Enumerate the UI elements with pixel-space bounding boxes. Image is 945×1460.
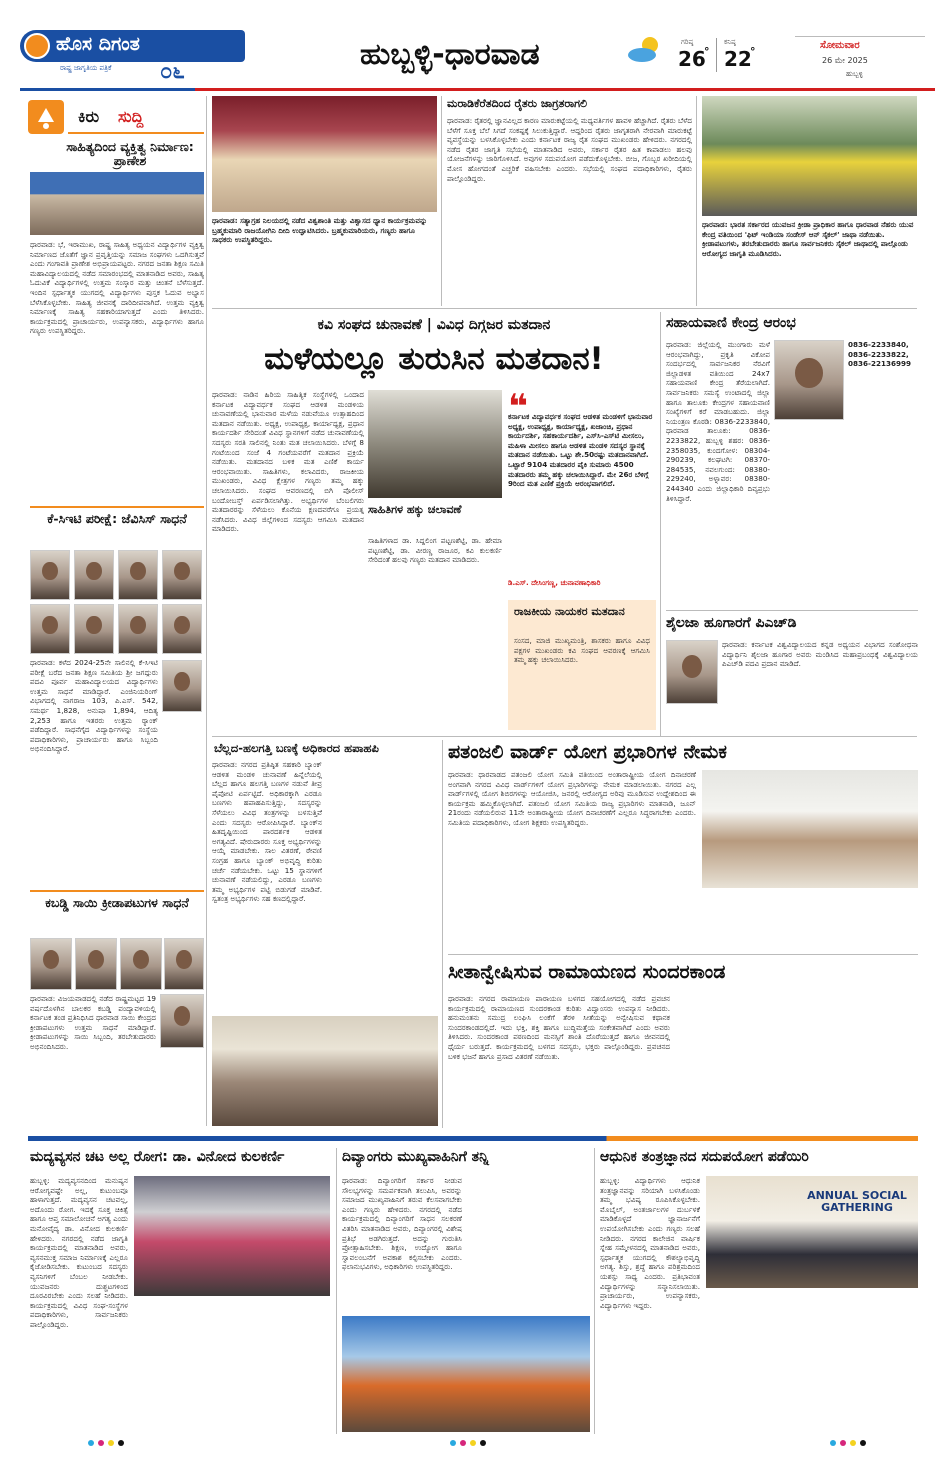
election-body: ಧಾರವಾಡ: ನಾಡಿನ ಹಿರಿಯ ಸಾಹಿತ್ಯಿಕ ಸಂಸ್ಥೆಗಳಲ್ಲಿ ಒಂದಾದ ಕರ್ನಾಟಕ ವಿದ್ಯಾವರ್ಧಕ ಸಂಘದ ಆಡಳಿತ ಮಂಡಳಿಯ ಚುನಾವಣೆಯಲ್ಲಿ ಭಾನುವಾರ ಮಳೆಯ ನಡುವೆಯೂ ಉತ್ಸಾಹದಿಂದ ಮತದಾನ ನಡೆಯಿತು. ಅಧ್ಯಕ್ಷ, ಉಪಾಧ್ಯಕ್ಷ, ಕಾರ್ಯಾಧ್ಯಕ್ಷ, ಪ್ರಧಾನ ಕಾರ್ಯದರ್ಶಿ ಸೇರಿದಂತೆ ವಿವಿಧ ಸ್ಥಾನಗಳಿಗೆ ನಡೆದ ಚುನಾವಣೆಯಲ್ಲಿ ಸದಸ್ಯರು ಸರತಿ ಸಾಲಿನಲ್ಲಿ ನಿಂತು ಮತ ಚಲಾಯಿಸಿದರು. ಬೆಳಗ್ಗೆ 8 ಗಂಟೆಯಿಂದ ಸಂಜೆ 4 ಗಂಟೆಯವರೆಗೆ ಮತದಾನ ಪ್ರಕ್ರಿಯೆ ನಡೆಯಿತು. ಮತದಾನದ ಬಳಿಕ ಮತ ಎಣಿಕೆ ಕಾರ್ಯ ಆರಂಭವಾಯಿತು. ಸಾಹಿತಿಗಳು, ಕಲಾವಿದರು, ರಾಜಕೀಯ ಮುಖಂಡರು, ವಿವಿಧ ಕ್ಷೇತ್ರಗಳ ಗಣ್ಯರು ತಮ್ಮ ಹಕ್ಕು ಚಲಾಯಿಸಿದರು. ಸಂಘದ ಆವರಣದಲ್ಲಿ ಬಿಗಿ ಪೊಲೀಸ್ ಬಂದೋಬಸ್ತ್ ಏರ್ಪಡಿಸಲಾಗಿತ್ತು. ಅಭ್ಯರ್ಥಿಗಳ ಬೆಂಬಲಿಗರು ಮತದಾರರನ್ನು ಸೆಳೆಯಲು ಕೊನೆಯ ಕ್ಷಣದವರೆಗೂ ಪ್ರಯತ್ನ ನಡೆಸಿದರು. ವಿವಿಧ ಜಿಲ್ಲೆಗಳಿಂದ ಸದಸ್ಯರು ಆಗಮಿಸಿ ಮತದಾನ ಮಾಡಿದರು. <box>212 390 364 534</box>
kirusuddi-tag2: ಸುದ್ದಿ <box>118 107 144 126</box>
kirusuddi-photo <box>30 172 204 235</box>
divyang-body: ಧಾರವಾಡ: ದಿವ್ಯಾಂಗರಿಗೆ ಸರ್ಕಾರ ನೀಡುವ ಸೌಲಭ್ಯಗಳನ್ನು ಸಮರ್ಪಕವಾಗಿ ತಲುಪಿಸಿ, ಅವರನ್ನು ಸಮಾಜದ ಮುಖ್ಯವಾಹಿನಿಗೆ ತರುವ ಕೆಲಸವಾಗಬೇಕು ಎಂದು ಗಣ್ಯರು ಹೇಳಿದರು. ನಗರದಲ್ಲಿ ನಡೆದ ಕಾರ್ಯಕ್ರಮದಲ್ಲಿ ದಿವ್ಯಾಂಗರಿಗೆ ಸಾಧನ ಸಲಕರಣೆ ವಿತರಿಸಿ ಮಾತನಾಡಿದ ಅವರು, ದಿವ್ಯಾಂಗರಲ್ಲಿ ವಿಶೇಷ ಪ್ರತಿಭೆ ಅಡಗಿರುತ್ತದೆ. ಅದನ್ನು ಗುರುತಿಸಿ ಪ್ರೋತ್ಸಾಹಿಸಬೇಕು. ಶಿಕ್ಷಣ, ಉದ್ಯೋಗ ಹಾಗೂ ಸ್ವಾವಲಂಬನೆಗೆ ಅವಕಾಶ ಕಲ್ಪಿಸಬೇಕು ಎಂದರು. ಫಲಾನುಭವಿಗಳು, ಅಧಿಕಾರಿಗಳು ಉಪಸ್ಥಿತರಿದ್ದರು. <box>342 1176 462 1272</box>
masthead-rule <box>195 88 935 91</box>
alcohol-title: ಮದ್ಯವ್ಯಸನ ಚಟ ಅಲ್ಲ ರೋಗ: ಡಾ. ವಿನೋದ ಕುಲಕರ್ಣಿ <box>30 1149 285 1165</box>
date: 26 ಮೇ 2025 <box>822 56 868 65</box>
kabaddi-title: ಕಬಡ್ಡಿ ಸಾಯಿ ಕ್ರೀಡಾಪಟುಗಳ ಸಾಧನೆ <box>30 890 204 910</box>
kabaddi-body: ಧಾರವಾಡ: ವಿಜಯವಾಡದಲ್ಲಿ ನಡೆದ ರಾಷ್ಟ್ರಮಟ್ಟದ 19 ವರ್ಷದೊಳಗಿನ ಬಾಲಕರ ಕಬಡ್ಡಿ ಪಂದ್ಯಾವಳಿಯಲ್ಲಿ ಕರ್ನಾಟಕ ತಂಡ ಪ್ರತಿನಿಧಿಸಿದ ಧಾರವಾಡ ಸಾಯಿ ಕೇಂದ್ರದ ಕ್ರೀಡಾಪಟುಗಳು ಉತ್ತಮ ಸಾಧನೆ ಮಾಡಿದ್ದಾರೆ. ಕ್ರೀಡಾಪಟುಗಳನ್ನು ಸಾಯಿ ಸಿಬ್ಬಂದಿ, ತರಬೇತುದಾರರು ಅಭಿನಂದಿಸಿದರು. <box>30 994 156 1051</box>
row-rule-3 <box>448 954 918 955</box>
kset-photo-8 <box>162 604 202 654</box>
technology-body-cont-1 <box>706 1292 810 1432</box>
kirusuddi-rule <box>68 132 204 134</box>
bank-title: ಬೆಲ್ಲದ-ಹಲಗತ್ತಿ ಬಣಕ್ಕೆ ಅಧಿಕಾರದ ಹಪಾಹಪಿ <box>214 741 379 755</box>
election-box1-body: ಸಾಹಿತಿಗಳಾದ ಡಾ. ಸಿದ್ದಲಿಂಗ ಪಟ್ಟಣಶೆಟ್ಟಿ, ಡಾ. ಹೇಮಾ ಪಟ್ಟಣಶೆಟ್ಟಿ, ಡಾ. ವೀರಣ್ಣ ರಾಜೂರ, ಕವಿ ಕುಲಕರ್ಣಿ ಸೇರಿದಂತೆ ಹಲವು ಗಣ್ಯರು ಮತದಾನ ಮಾಡಿದರು. <box>368 536 502 565</box>
reg-dot-cyan <box>830 1440 836 1446</box>
helpdesk-body: ಧಾರವಾಡ: ಜಿಲ್ಲೆಯಲ್ಲಿ ಮುಂಗಾರು ಮಳೆ ಆರಂಭವಾಗಿದ್ದು, ಪ್ರಕೃತಿ ವಿಕೋಪ ಸಂದರ್ಭದಲ್ಲಿ ಸಾರ್ವಜನಿಕರ ನೆರವಿಗೆ ಜಿಲ್ಲಾಡಳಿತ ವತಿಯಿಂದ 24x7 ಸಹಾಯವಾಣಿ ಕೇಂದ್ರ ತೆರೆಯಲಾಗಿದೆ. ಸಾರ್ವಜನಿಕರು ಸಮಸ್ಯೆ ಉಂಟಾದಲ್ಲಿ ಜಿಲ್ಲಾ ಹಾಗೂ ತಾಲೂಕು ಕೇಂದ್ರಗಳ ಸಹಾಯವಾಣಿ ಸಂಖ್ಯೆಗಳಿಗೆ ಕರೆ ಮಾಡಬಹುದು. ಜಿಲ್ಲಾ ನಿಯಂತ್ರಣ ಕೊಠಡಿ: 0836-2233840, ಧಾರವಾಡ ತಾಲೂಕು: 0836-2233822, ಹುಬ್ಬಳ್ಳಿ ಶಹರ: 0836-2358035, ಕುಂದಗೋಳ: 08304-290239, ಕಲಘಟಗಿ: 08370-284535, ನವಲಗುಂದ: 08380-229240, ಅಳ್ನಾವರ: 08380-244340 ಎಂದು ಜಿಲ್ಲಾಧಿಕಾರಿ ದಿವ್ಯಪ್ರಭು ತಿಳಿಸಿದ್ದಾರೆ. <box>666 340 770 503</box>
quote-icon: ❝ <box>508 387 528 427</box>
cycle-caption: ಧಾರವಾಡ: ಭಾರತ ಸರ್ಕಾರದ ಯುವಜನ ಕ್ರೀಡಾ ಪ್ರಾಧಿಕಾರ ಹಾಗೂ ಧಾರವಾಡ ನೆಹರು ಯುವ ಕೇಂದ್ರ ವತಿಯಿಂದ 'ಫಿಟ್ ಇಂಡಿಯಾ ಸಂಡೇಸ್ ಆನ್ ಸೈಕಲ್' ಜಾಥಾ ನಡೆಯಿತು. ಕ್ರೀಡಾಪಟುಗಳು, ತರಬೇತುದಾರರು ಹಾಗೂ ಸಾರ್ವಜನಿಕರು ಸೈಕಲ್ ಜಾಥಾದಲ್ಲಿ ಪಾಲ್ಗೊಂಡು ಆರೋಗ್ಯದ ಜಾಗೃತಿ ಮೂಡಿಸಿದರು. <box>702 220 914 258</box>
election-box2-body: ಸಂಸದ, ಮಾಜಿ ಮುಖ್ಯಮಂತ್ರಿ, ಶಾಸಕರು ಹಾಗೂ ವಿವಿಧ ಪಕ್ಷಗಳ ಮುಖಂಡರು ಕವಿ ಸಂಘದ ಆವರಣಕ್ಕೆ ಆಗಮಿಸಿ ತಮ್ಮ ಹಕ್ಕು ಚಲಾಯಿಸಿದರು. <box>514 636 650 665</box>
kabaddi-photo-3 <box>120 938 162 990</box>
row-rule-helpdesk <box>666 610 918 611</box>
yoga-body: ಧಾರವಾಡ: ಧಾರವಾಡದ ಪತಂಜಲಿ ಯೋಗ ಸಮಿತಿ ವತಿಯಿಂದ ಅಂತಾರಾಷ್ಟ್ರೀಯ ಯೋಗ ದಿನಾಚರಣೆ ಅಂಗವಾಗಿ ನಗರದ ವಿವಿಧ ವಾರ್ಡ್‌ಗಳಿಗೆ ಯೋಗ ಪ್ರಭಾರಿಗಳನ್ನು ನೇಮಕ ಮಾಡಲಾಯಿತು. ನಗರದ ಎಲ್ಲ ವಾರ್ಡ್‌ಗಳಲ್ಲಿ ಯೋಗ ಶಿಬಿರಗಳನ್ನು ಆಯೋಜಿಸಿ, ಜನರಲ್ಲಿ ಆರೋಗ್ಯದ ಅರಿವು ಮೂಡಿಸುವ ಉದ್ದೇಶದಿಂದ ಈ ಕಾರ್ಯಕ್ರಮ ಹಮ್ಮಿಕೊಳ್ಳಲಾಗಿದೆ. ಪತಂಜಲಿ ಯೋಗ ಸಮಿತಿಯ ರಾಜ್ಯ ಪ್ರಭಾರಿಗಳು ಮಾತನಾಡಿ, ಜೂನ್ 21ರಂದು ನಡೆಯಲಿರುವ 11ನೇ ಅಂತಾರಾಷ್ಟ್ರೀಯ ಯೋಗ ದಿನಾಚರಣೆಗೆ ಎಲ್ಲರೂ ಸಿದ್ಧರಾಗಬೇಕು ಎಂದರು. ಸಮಿತಿಯ ಪದಾಧಿಕಾರಿಗಳು, ಯೋಗ ಶಿಕ್ಷಕರು ಉಪಸ್ಥಿತರಿದ್ದರು. <box>448 770 696 827</box>
election-photo <box>368 390 502 498</box>
reg-dot-black <box>480 1440 486 1446</box>
reg-dot-black <box>860 1440 866 1446</box>
page-number: ೦೬ <box>160 59 185 84</box>
kset-photo-7 <box>118 604 158 654</box>
reg-dot-yellow <box>470 1440 476 1446</box>
kset-photo-6 <box>74 604 114 654</box>
farmers-body: ಧಾರವಾಡ: ರೈತರಲ್ಲಿ ಜ್ಞಾನವಿಲ್ಲದ ಕಾರಣ ಮಾರುಕಟ್ಟೆಯಲ್ಲಿ ಮಧ್ಯವರ್ತಿಗಳ ಹಾವಳಿ ಹೆಚ್ಚಾಗಿದೆ. ರೈತರು ಬೆಳೆದ ಬೆಳೆಗೆ ಸೂಕ್ತ ಬೆಲೆ ಸಿಗದೆ ಸಂಕಷ್ಟಕ್ಕೆ ಸಿಲುಕುತ್ತಿದ್ದಾರೆ. ಆದ್ದರಿಂದ ರೈತರು ಜಾಗೃತರಾಗಿ ನೇರವಾಗಿ ಮಾರುಕಟ್ಟೆ ವ್ಯವಸ್ಥೆಯನ್ನು ಬಳಸಿಕೊಳ್ಳಬೇಕು ಎಂದು ಕರ್ನಾಟಕ ರಾಜ್ಯ ರೈತ ಸಂಘದ ಮುಖಂಡರು ಹೇಳಿದರು. ನಗರದಲ್ಲಿ ನಡೆದ ರೈತರ ಜಾಗೃತಿ ಸಭೆಯಲ್ಲಿ ಮಾತನಾಡಿದ ಅವರು, ಸರ್ಕಾರ ರೈತರ ಹಿತ ಕಾಪಾಡಲು ಹಲವು ಯೋಜನೆಗಳನ್ನು ಜಾರಿಗೊಳಿಸಿದೆ. ಅವುಗಳ ಸದುಪಯೋಗ ಪಡೆದುಕೊಳ್ಳಬೇಕು. ಬೀಜ, ಗೊಬ್ಬರ ಖರೀದಿಯಲ್ಲಿ ಮೋಸ ಹೋಗದಂತೆ ಎಚ್ಚರಿಕೆ ವಹಿಸಬೇಕು ಎಂದರು. ಸಭೆಯಲ್ಲಿ ಸಂಘದ ಪದಾಧಿಕಾರಿಗಳು, ರೈತರು ಪಾಲ್ಗೊಂಡಿದ್ದರು. <box>447 116 692 183</box>
kabaddi-photo-2 <box>75 938 117 990</box>
alcohol-body: ಹುಬ್ಬಳ್ಳಿ: ಮದ್ಯವ್ಯಸನದಿಂದ ಮನುಷ್ಯನ ಆರೋಗ್ಯವಷ್ಟೇ ಅಲ್ಲ, ಕುಟುಂಬವೂ ಹಾಳಾಗುತ್ತದೆ. ಮದ್ಯವ್ಯಸನ ಚಟವಲ್ಲ, ಅದೊಂದು ರೋಗ. ಇದಕ್ಕೆ ಸೂಕ್ತ ಚಿಕಿತ್ಸೆ ಹಾಗೂ ಆಪ್ತ ಸಮಾಲೋಚನೆ ಅಗತ್ಯ ಎಂದು ಮನೋವೈದ್ಯ ಡಾ. ವಿನೋದ ಕುಲಕರ್ಣಿ ಹೇಳಿದರು. ನಗರದಲ್ಲಿ ನಡೆದ ಜಾಗೃತಿ ಕಾರ್ಯಕ್ರಮದಲ್ಲಿ ಮಾತನಾಡಿದ ಅವರು, ವ್ಯಸನಮುಕ್ತ ಸಮಾಜ ನಿರ್ಮಾಣಕ್ಕೆ ಎಲ್ಲರೂ ಕೈಜೋಡಿಸಬೇಕು. ಕುಟುಂಬದ ಸದಸ್ಯರು ವ್ಯಸನಿಗಳಿಗೆ ಬೆಂಬಲ ನೀಡಬೇಕು. ಯುವಜನರು ದುಶ್ಚಟಗಳಿಂದ ದೂರವಿರಬೇಕು ಎಂದು ಸಲಹೆ ನೀಡಿದರು. ಕಾರ್ಯಕ್ರಮದಲ್ಲಿ ವಿವಿಧ ಸಂಘ-ಸಂಸ್ಥೆಗಳ ಪದಾಧಿಕಾರಿಗಳು, ಸಾರ್ವಜನಿಕರು ಪಾಲ್ಗೊಂಡಿದ್ದರು. <box>30 1176 128 1329</box>
kirusuddi-title: ಸಾಹಿತ್ಯದಿಂದ ವ್ಯಕ್ತಿತ್ವ ನಿರ್ಮಾಣ: ಪ್ರಾಣೇಶ <box>66 139 194 168</box>
samskar-caption: ಧಾರವಾಡ: ಸತ್ಯಾಗ್ರಹ ನಿಲಯದಲ್ಲಿ ನಡೆದ ವಿಶ್ವಶಾಂತಿ ಮತ್ತು ವಿಶ್ವಾಸದ ಧ್ಯಾನ ಕಾರ್ಯಕ್ರಮವನ್ನು ಬ್ರಹ್ಮಕುಮಾರಿ ರಾಜಯೋಗಿನಿ ದೀದಿ ಉದ್ಘಾಟಿಸಿದರು. ಬ್ರಹ್ಮಕುಮಾರಿಯರು, ಗಣ್ಯರು ಹಾಗೂ ಸಾಧಕರು ಉಪಸ್ಥಿತರಿದ್ದರು. <box>212 216 428 245</box>
registration-marks-left <box>88 1440 124 1446</box>
col-rule-bottom-2 <box>594 1148 595 1434</box>
col-rule-bottom-1 <box>336 1148 337 1434</box>
weather-divider <box>716 38 717 72</box>
logo-sub: ರಾಷ್ಟ್ರ ಜಾಗೃತಿಯ ಪತ್ರಿಕೆ <box>60 64 112 72</box>
reg-dot-magenta <box>98 1440 104 1446</box>
logo-emblem-icon <box>24 33 50 59</box>
kset-photo-2 <box>74 550 114 600</box>
divyang-photo <box>342 1316 590 1432</box>
election-quote: ಕರ್ನಾಟಕ ವಿದ್ಯಾವರ್ಧಕ ಸಂಘದ ಆಡಳಿತ ಮಂಡಳಿಗೆ ಭಾನುವಾರ ಅಧ್ಯಕ್ಷ, ಉಪಾಧ್ಯಕ್ಷ, ಕಾರ್ಯಾಧ್ಯಕ್ಷ, ಖಜಾಂಚಿ, ಪ್ರಧಾನ ಕಾರ್ಯದರ್ಶಿ, ಸಹಕಾರ್ಯದರ್ಶಿ, ಎಸ್‌ಸಿ-ಎಸ್‌ಟಿ ಮೀಸಲು, ಮಹಿಳಾ ಮೀಸಲು ಹಾಗೂ ಆಡಳಿತ ಮಂಡಳಿ ಸದಸ್ಯರ ಸ್ಥಾನಕ್ಕೆ ಮತದಾನ ನಡೆಯಿತು. ಒಟ್ಟು ಶೇ.50ರಷ್ಟು ಮತದಾನವಾಗಿದೆ. ಒಟ್ಟಾರೆ 9104 ಮತದಾರರ ಪೈಕಿ ಸುಮಾರು 4500 ಮತದಾರರು ತಮ್ಮ ಹಕ್ಕು ಚಲಾಯಿಸಿದ್ದಾರೆ. ಮೇ 26ರ ಬೆಳಿಗ್ಗೆ 9ರಿಂದ ಮತ ಎಣಿಕೆ ಪ್ರಕ್ರಿಯೆ ಆರಂಭವಾಗಲಿದೆ. <box>508 412 653 489</box>
alcohol-body-cont-2 <box>234 1300 330 1432</box>
registration-marks-right <box>830 1440 866 1446</box>
election-title: ಮಳೆಯಲ್ಲೂ ತುರುಸಿನ ಮತದಾನ! <box>264 341 604 377</box>
divyang-body-cont <box>468 1176 590 1312</box>
col-rule-3 <box>696 96 697 306</box>
ramayana-body-cont <box>680 994 918 1126</box>
min-label: ಕನಿಷ್ಠ <box>724 38 736 46</box>
samskar-photo <box>212 96 437 212</box>
col-rule-2 <box>441 96 442 306</box>
kirusuddi-body: ಧಾರವಾಡ: ಭೆ, ಇರಾಮುಖ, ರಾಷ್ಟ್ರ ಸಾಹಿತ್ಯ ಅಧ್ಯಯನ ವಿದ್ಯಾರ್ಥಿಗಳ ವ್ಯಕ್ತಿತ್ವ ನಿರ್ಮಾಣದ ಜೊತೆಗೆ ಜ್ಞಾನ ಪ್ರವೃತ್ತಿಯನ್ನು ಸಮಾಜ ಸಂಘಗಳು ಒದಗಿಸುತ್ತವೆ ಎಂದು ಗಂಗಾವತಿ ಪ್ರಾಣೇಶ ಅಭಿಪ್ರಾಯಪಟ್ಟರು. ನಗರದ ಜನತಾ ಶಿಕ್ಷಣ ಸಮಿತಿ ಮಹಾವಿದ್ಯಾಲಯದಲ್ಲಿ ನಡೆದ ಸಮಾರಂಭದಲ್ಲಿ ಮಾತನಾಡಿದ ಅವರು, ಸಾಹಿತ್ಯ ಓದುವಿಕೆ ವಿದ್ಯಾರ್ಥಿಗಳಲ್ಲಿ ಉತ್ತಮ ಸಂಸ್ಕಾರ ಮತ್ತು ಚಿಂತನೆ ಬೆಳೆಸುತ್ತದೆ. ಇಂದಿನ ಸ್ಪರ್ಧಾತ್ಮಕ ಯುಗದಲ್ಲಿ ವಿದ್ಯಾರ್ಥಿಗಳು ಪುಸ್ತಕ ಓದುವ ಅಭ್ಯಾಸ ಬೆಳೆಸಿಕೊಳ್ಳಬೇಕು. ಸಾಹಿತ್ಯ ಜೀವನಕ್ಕೆ ದಾರಿದೀಪವಾಗಿದೆ. ಉತ್ತಮ ವ್ಯಕ್ತಿತ್ವ ನಿರ್ಮಾಣಕ್ಕೆ ಸಾಹಿತ್ಯ ಸಹಕಾರಿಯಾಗುತ್ತದೆ ಎಂದು ತಿಳಿಸಿದರು. ಕಾರ್ಯಕ್ರಮದಲ್ಲಿ ಪ್ರಾಚಾರ್ಯರು, ಉಪನ್ಯಾಸಕರು, ವಿದ್ಯಾರ್ಥಿಗಳು ಹಾಗೂ ಗಣ್ಯರು ಉಪಸ್ಥಿತರಿದ್ದರು. <box>30 240 204 336</box>
reg-dot-magenta <box>460 1440 466 1446</box>
cloud-sun-icon <box>625 34 665 64</box>
shaila-title: ಶೈಲಜಾ ಹೂಗಾರಗೆ ಪಿಎಚ್‌ಡಿ <box>666 615 797 631</box>
kset-title: ಕೆ-ಸಿಇಟಿ ಪರೀಕ್ಷೆ: ಜೆವಿಸಿಸ್ ಸಾಧನೆ <box>30 506 204 526</box>
kirusuddi-icon <box>28 100 64 134</box>
masthead-rule-blue <box>20 88 195 91</box>
election-kicker: ಕವಿ ಸಂಘದ ಚುನಾವಣೆ | ವಿವಿಧ ದಿಗ್ಗಜರ ಮತದಾನ <box>317 317 551 333</box>
technology-body: ಹುಬ್ಬಳ್ಳಿ: ವಿದ್ಯಾರ್ಥಿಗಳು ಆಧುನಿಕ ತಂತ್ರಜ್ಞಾನವನ್ನು ಸರಿಯಾಗಿ ಬಳಸಿಕೊಂಡು ತಮ್ಮ ಭವಿಷ್ಯ ರೂಪಿಸಿಕೊಳ್ಳಬೇಕು. ಮೊಬೈಲ್, ಅಂತರ್ಜಾಲಗಳ ದುರ್ಬಳಕೆ ಮಾಡಿಕೊಳ್ಳದೆ ಜ್ಞಾನಾರ್ಜನೆಗೆ ಉಪಯೋಗಿಸಬೇಕು ಎಂದು ಗಣ್ಯರು ಸಲಹೆ ನೀಡಿದರು. ನಗರದ ಕಾಲೇಜಿನ ವಾರ್ಷಿಕ ಸ್ನೇಹ ಸಮ್ಮೇಳನದಲ್ಲಿ ಮಾತನಾಡಿದ ಅವರು, ಸ್ಪರ್ಧಾತ್ಮಕ ಯುಗದಲ್ಲಿ ಕೌಶಲ್ಯಾಭಿವೃದ್ಧಿ ಅಗತ್ಯ. ಶಿಸ್ತು, ಶ್ರದ್ಧೆ ಹಾಗೂ ಪರಿಶ್ರಮದಿಂದ ಯಶಸ್ಸು ಸಾಧ್ಯ ಎಂದರು. ಪ್ರತಿಭಾವಂತ ವಿದ್ಯಾರ್ಥಿಗಳನ್ನು ಸನ್ಮಾನಿಸಲಾಯಿತು. ಪ್ರಾಚಾರ್ಯರು, ಉಪನ್ಯಾಸಕರು, ವಿದ್ಯಾರ್ಥಿಗಳು ಇದ್ದರು. <box>600 1176 700 1310</box>
min-temp: 22 <box>724 47 752 71</box>
cycle-photo <box>702 96 917 216</box>
col-rule-4 <box>660 312 661 736</box>
kset-photo-5 <box>30 604 70 654</box>
alcohol-body-cont-1 <box>134 1300 228 1432</box>
kset-photo-3 <box>118 550 158 600</box>
yoga-photo-caption <box>702 892 918 948</box>
reg-dot-cyan <box>88 1440 94 1446</box>
row-rule-2 <box>212 736 917 737</box>
ramayana-title: ಸೀತಾನ್ವೇಷಿಸುವ ರಾಮಾಯಣದ ಸುಂದರಕಾಂಡ <box>448 961 726 983</box>
technology-body-cont-2 <box>814 1292 918 1432</box>
kabaddi-photo-4 <box>164 938 204 990</box>
reg-dot-black <box>118 1440 124 1446</box>
yoga-photo <box>702 770 918 888</box>
reg-dot-yellow <box>850 1440 856 1446</box>
kset-photo-1 <box>30 550 70 600</box>
election-box2-title: ರಾಜಕೀಯ ನಾಯಕರ ಮತದಾನ <box>514 605 625 618</box>
dateline-city: ಹುಬ್ಬಳ್ಳಿ <box>846 70 863 78</box>
election-quote-box <box>508 387 656 596</box>
yoga-title: ಪತಂಜಲಿ ವಾರ್ಡ್ ಯೋಗ ಪ್ರಭಾರಿಗಳ ನೇಮಕ <box>448 741 727 763</box>
reg-dot-yellow <box>108 1440 114 1446</box>
bank-photo <box>212 1016 438 1126</box>
ramayana-body: ಧಾರವಾಡ: ನಗರದ ರಾಮಾಯಣ ಪಾರಾಯಣ ಬಳಗದ ಸಹಯೋಗದಲ್ಲಿ ನಡೆದ ಪ್ರವಚನ ಕಾರ್ಯಕ್ರಮದಲ್ಲಿ ರಾಮಾಯಣದ ಸುಂದರಕಾಂಡ ಕುರಿತು ವಿದ್ವಾಂಸರು ಉಪನ್ಯಾಸ ನೀಡಿದರು. ಹನುಮಂತನು ಸಮುದ್ರ ಲಂಘಿಸಿ ಲಂಕೆಗೆ ತೆರಳಿ ಸೀತೆಯನ್ನು ಅನ್ವೇಷಿಸುವ ಕಥಾನಕ ಸುಂದರಕಾಂಡದಲ್ಲಿದೆ. ಇದು ಭಕ್ತಿ, ಶಕ್ತಿ ಹಾಗೂ ಬುದ್ಧಿಮತ್ತೆಯ ಸಂಕೇತವಾಗಿದೆ ಎಂದು ಅವರು ತಿಳಿಸಿದರು. ಸುಂದರಕಾಂಡ ಪಠಣದಿಂದ ಮನಸ್ಸಿಗೆ ಶಾಂತಿ ದೊರೆಯುತ್ತದೆ ಹಾಗೂ ಜೀವನದಲ್ಲಿ ಧೈರ್ಯ ಬರುತ್ತದೆ. ಕಾರ್ಯಕ್ರಮದಲ್ಲಿ ಬಳಗದ ಸದಸ್ಯರು, ಭಕ್ತರು ಪಾಲ್ಗೊಂಡಿದ್ದರು. ಪ್ರವಚನದ ಬಳಿಕ ಭಜನೆ ಹಾಗೂ ಪ್ರಸಾದ ವಿತರಣೆ ನಡೆಯಿತು. <box>448 994 670 1061</box>
max-temp: 26 <box>678 47 706 71</box>
helpdesk-phones: 0836-2233840, 0836-2233822, 0836-22136999 <box>848 340 911 369</box>
kset-photo-4 <box>162 550 202 600</box>
row-rule-1 <box>212 308 917 309</box>
edition-title: ಹುಬ್ಬಳ್ಳಿ-ಧಾರವಾಡ <box>360 37 540 72</box>
bank-body-cont <box>328 760 438 1012</box>
kabaddi-photo-1 <box>30 938 72 990</box>
max-degree: ° <box>704 45 710 58</box>
logo-text: ಹೊಸ ದಿಗಂತ <box>56 33 140 55</box>
election-box1-title: ಸಾಹಿತಿಗಳ ಹಕ್ಕು ಚಲಾವಣೆ <box>368 503 462 516</box>
weekday: ಸೋಮವಾರ <box>820 40 860 51</box>
reg-dot-cyan <box>450 1440 456 1446</box>
technology-banner: ANNUAL SOCIAL GATHERING <box>807 1189 907 1215</box>
helpdesk-officer-photo <box>774 340 844 420</box>
farmers-title: ಮರಾಡಿಕೆರೆತದಿಂದ ರೈತರು ಜಾಗ್ರತರಾಗಲಿ <box>447 97 588 110</box>
kset-photo-9 <box>162 660 202 712</box>
date-box <box>795 36 925 37</box>
helpdesk-body-cont <box>774 424 918 604</box>
shaila-photo <box>666 640 718 704</box>
col-rule-1 <box>206 96 207 1126</box>
kset-body: ಧಾರವಾಡ: ಕಳೆದ 2024-25ನೇ ಸಾಲಿನಲ್ಲಿ ಕೆ-ಸಿಇಟಿ ಪರೀಕ್ಷೆ ಬರೆದ ಜನತಾ ಶಿಕ್ಷಣ ಸಮಿತಿಯ ಶ್ರೀ ಜಗದ್ಗುರು ಪದವಿ ಪೂರ್ವ ಮಹಾವಿದ್ಯಾಲಯದ ವಿದ್ಯಾರ್ಥಿಗಳು ಉತ್ತಮ ಸಾಧನೆ ಮಾಡಿದ್ದಾರೆ. ಎಂಜಿನಿಯರಿಂಗ್ ವಿಭಾಗದಲ್ಲಿ ನಾಗರಾಜ 103, ಪಿ.ಎಸ್. 542, ಸಮರ್ಥ 1,828, ಅನುಷಾ 1,894, ಆದಿತ್ಯ 2,253 ಹಾಗೂ ಇತರರು ಉತ್ತಮ ರ‍್ಯಾಂಕ್ ಪಡೆದಿದ್ದಾರೆ. ಸಾಧನೆಗೈದ ವಿದ್ಯಾರ್ಥಿಗಳನ್ನು ಸಂಸ್ಥೆಯ ಪದಾಧಿಕಾರಿಗಳು, ಪ್ರಾಚಾರ್ಯರು ಹಾಗೂ ಸಿಬ್ಬಂದಿ ಅಭಿನಂದಿಸಿದ್ದಾರೆ. <box>30 658 158 754</box>
election-quote-author: ಡಿ.ಎಸ್. ದೇಸಿಂಗಣ್ಣ, ಚುನಾವಣಾಧಿಕಾರಿ <box>508 578 601 587</box>
election-box2 <box>508 600 656 730</box>
registration-marks-center <box>450 1440 486 1446</box>
masthead <box>0 0 945 90</box>
bank-body: ಧಾರವಾಡ: ನಗರದ ಪ್ರತಿಷ್ಠಿತ ಸಹಕಾರಿ ಬ್ಯಾಂಕ್ ಆಡಳಿತ ಮಂಡಳಿ ಚುನಾವಣೆ ಹಿನ್ನೆಲೆಯಲ್ಲಿ ಬೆಲ್ಲದ ಹಾಗೂ ಹಲಗತ್ತಿ ಬಣಗಳ ನಡುವೆ ತೀವ್ರ ಪೈಪೋಟಿ ಏರ್ಪಟ್ಟಿದೆ. ಅಧಿಕಾರಕ್ಕಾಗಿ ಎರಡೂ ಬಣಗಳು ಹಪಾಹಪಿಸುತ್ತಿದ್ದು, ಸದಸ್ಯರನ್ನು ಸೆಳೆಯಲು ವಿವಿಧ ತಂತ್ರಗಳನ್ನು ಬಳಸುತ್ತಿವೆ ಎಂದು ಸದಸ್ಯರು ಆರೋಪಿಸಿದ್ದಾರೆ. ಬ್ಯಾಂಕ್‌ನ ಹಿತದೃಷ್ಟಿಯಿಂದ ಪಾರದರ್ಶಕ ಆಡಳಿತ ಅಗತ್ಯವಿದೆ. ಷೇರುದಾರರು ಸೂಕ್ತ ಅಭ್ಯರ್ಥಿಗಳನ್ನು ಆಯ್ಕೆ ಮಾಡಬೇಕು. ಸಾಲ ವಿತರಣೆ, ಠೇವಣಿ ಸಂಗ್ರಹ ಹಾಗೂ ಬ್ಯಾಂಕ್ ಅಭಿವೃದ್ಧಿ ಕುರಿತು ಚರ್ಚೆ ನಡೆಯಬೇಕು. ಒಟ್ಟು 15 ಸ್ಥಾನಗಳಿಗೆ ಚುನಾವಣೆ ನಡೆಯಲಿದ್ದು, ಎರಡೂ ಬಣಗಳು ತಮ್ಮ ಅಭ್ಯರ್ಥಿಗಳ ಪಟ್ಟಿ ಬಿಡುಗಡೆ ಮಾಡಿವೆ. ಸ್ವತಂತ್ರ ಅಭ್ಯರ್ಥಿಗಳು ಸಹ ಕಣದಲ್ಲಿದ್ದಾರೆ. <box>212 760 322 904</box>
kset-body-cont <box>30 770 204 850</box>
technology-title: ಆಧುನಿಕ ತಂತ್ರಜ್ಞಾನದ ಸದುಪಯೋಗ ಪಡೆಯಿರಿ <box>600 1149 809 1165</box>
alcohol-photo <box>134 1176 330 1296</box>
divyang-title: ದಿವ್ಯಾಂಗರು ಮುಖ್ಯವಾಹಿನಿಗೆ ತನ್ನಿ <box>342 1149 489 1165</box>
min-degree: ° <box>750 45 756 58</box>
kabaddi-photo-5 <box>160 994 204 1048</box>
col-rule-5 <box>442 740 443 1128</box>
helpdesk-title: ಸಹಾಯವಾಣಿ ಕೇಂದ್ರ ಆರಂಭ <box>666 315 796 331</box>
kirusuddi-header <box>28 98 204 138</box>
max-label: ಗರಿಷ್ಠ <box>681 38 694 46</box>
bottom-band-rule <box>28 1136 918 1141</box>
shaila-body: ಧಾರವಾಡ: ಕರ್ನಾಟಕ ವಿಶ್ವವಿದ್ಯಾಲಯದ ಕನ್ನಡ ಅಧ್ಯಯನ ವಿಭಾಗದ ಸಂಶೋಧನಾ ವಿದ್ಯಾರ್ಥಿನಿ ಶೈಲಜಾ ಹೂಗಾರ ಅವರು ಮಂಡಿಸಿದ ಮಹಾಪ್ರಬಂಧಕ್ಕೆ ವಿಶ್ವವಿದ್ಯಾಲಯ ಪಿಎಚ್‌ಡಿ ಪದವಿ ಪ್ರದಾನ ಮಾಡಿದೆ. <box>722 640 918 669</box>
technology-photo <box>706 1176 918 1288</box>
kirusuddi-tag1: ಕಿರು <box>78 107 100 126</box>
reg-dot-magenta <box>840 1440 846 1446</box>
